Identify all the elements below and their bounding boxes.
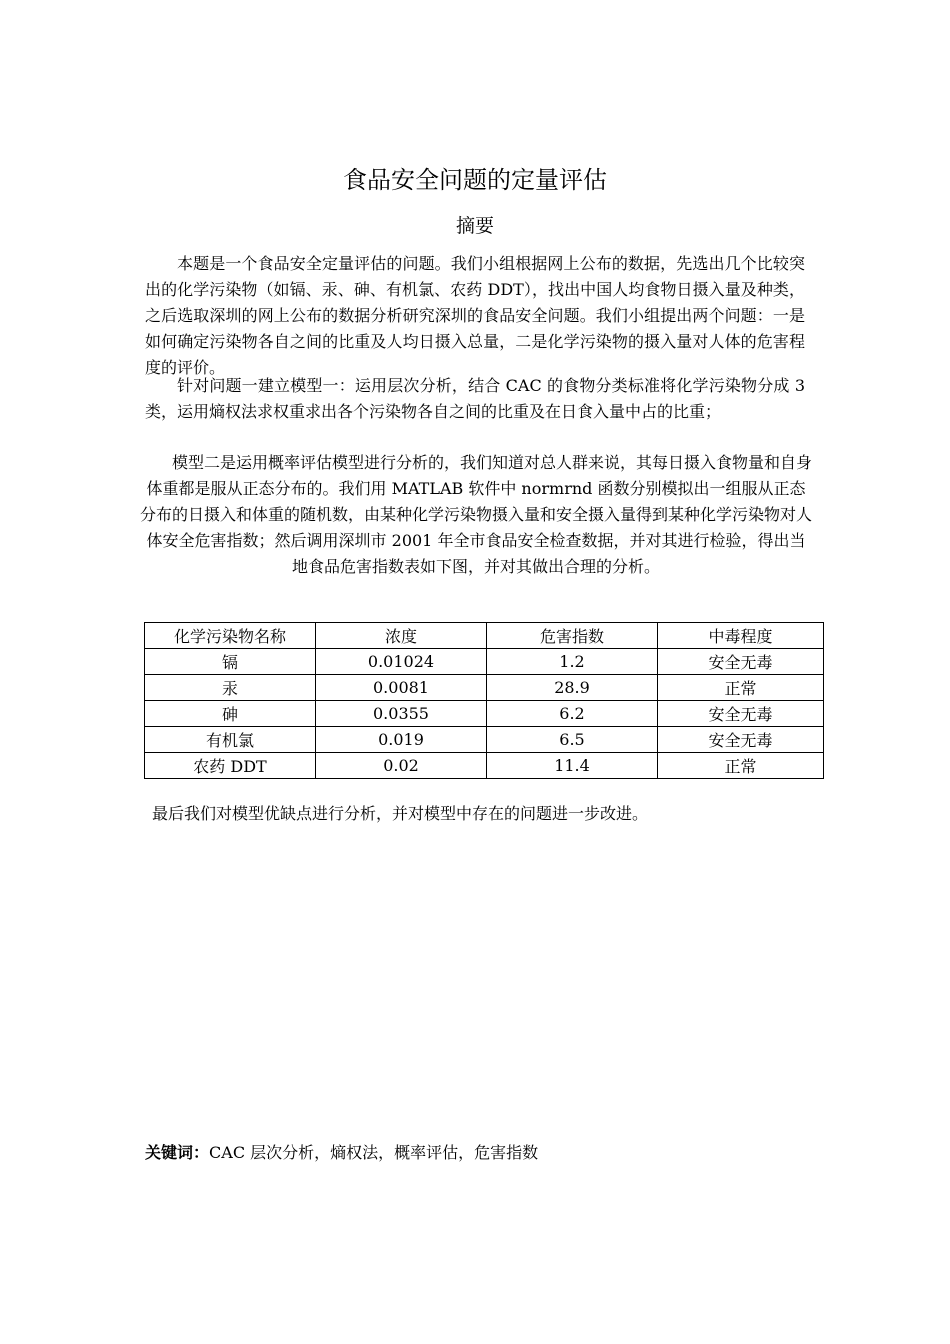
cell-pollutant: 农药 DDT xyxy=(145,753,316,779)
abstract-paragraph-1: 本题是一个食品安全定量评估的问题。我们小组根据网上公布的数据，先选出几个比较突出的化学污染物（如镉、汞、砷、有机氯、农药 DDT），找出中国人均食物日摄入量及种类，之后选取深圳的网上公布的数据分析研究深圳的食品安全问题。我们小组提出两个问题：一是如何确定污染物各自之间的比重及人均日摄入总量，二是化学污染物的摄入量对人体的危害程度的评价。 xyxy=(145,254,805,377)
cell-hazard-index: 6.5 xyxy=(487,727,658,753)
cell-hazard-index: 11.4 xyxy=(487,753,658,779)
cell-toxicity: 安全无毒 xyxy=(658,727,824,753)
cell-concentration: 0.0355 xyxy=(316,701,487,727)
abstract-heading: 摘要 xyxy=(455,215,494,237)
table-header-row xyxy=(145,623,824,649)
cell-hazard-index: 1.2 xyxy=(487,649,658,675)
table-row xyxy=(145,701,824,727)
cell-pollutant: 砷 xyxy=(145,701,316,727)
cell-concentration: 0.02 xyxy=(316,753,487,779)
table-row xyxy=(145,649,824,675)
cell-hazard-index: 6.2 xyxy=(487,701,658,727)
header-hazard-index: 危害指数 xyxy=(487,623,658,649)
closing-paragraph: 最后我们对模型优缺点进行分析，并对模型中存在的问题进一步改进。 xyxy=(152,804,649,823)
cell-hazard-index: 28.9 xyxy=(487,675,658,701)
cell-toxicity: 正常 xyxy=(658,753,824,779)
cell-pollutant: 汞 xyxy=(145,675,316,701)
cell-toxicity: 安全无毒 xyxy=(658,701,824,727)
keywords-text: CAC 层次分析，熵权法，概率评估，危害指数 xyxy=(209,1143,539,1162)
header-concentration: 浓度 xyxy=(316,623,487,649)
cell-concentration: 0.019 xyxy=(316,727,487,753)
cell-toxicity: 安全无毒 xyxy=(658,649,824,675)
abstract-paragraph-3: 模型二是运用概率评估模型进行分析的，我们知道对总人群来说，其每日摄入食物量和自身体重都是服从正态分布的。我们用 MATLAB 软件中 normrnd 函数分别模拟出一组服从正态分布的日摄入和体重的随机数，由某种化学污染物摄入量和安全摄入量得到某种化学污染物对人体安全危害指数；然后调用深圳市 2001 年全市食品安全检查数据，并对其进行检验，得出当地食品危害指数表如下图，并对其做出合理的分析。 xyxy=(140,453,813,576)
paper-title: 食品安全问题的定量评估 xyxy=(343,166,607,194)
cell-concentration: 0.0081 xyxy=(316,675,487,701)
table-row xyxy=(145,727,824,753)
table-row xyxy=(145,753,824,779)
cell-pollutant: 镉 xyxy=(145,649,316,675)
abstract-paragraph-2: 针对问题一建立模型一：运用层次分析，结合 CAC 的食物分类标准将化学污染物分成 3 类，运用熵权法求权重求出各个污染物各自之间的比重及在日食入量中占的比重； xyxy=(145,376,805,421)
hazard-index-table xyxy=(144,622,824,779)
cell-pollutant: 有机氯 xyxy=(145,727,316,753)
table-row xyxy=(145,675,824,701)
header-pollutant-name: 化学污染物名称 xyxy=(145,623,316,649)
cell-toxicity: 正常 xyxy=(658,675,824,701)
header-toxicity-level: 中毒程度 xyxy=(658,623,824,649)
keywords-line xyxy=(145,1140,538,1163)
keywords-label: 关键词： xyxy=(145,1143,210,1162)
cell-concentration: 0.01024 xyxy=(316,649,487,675)
